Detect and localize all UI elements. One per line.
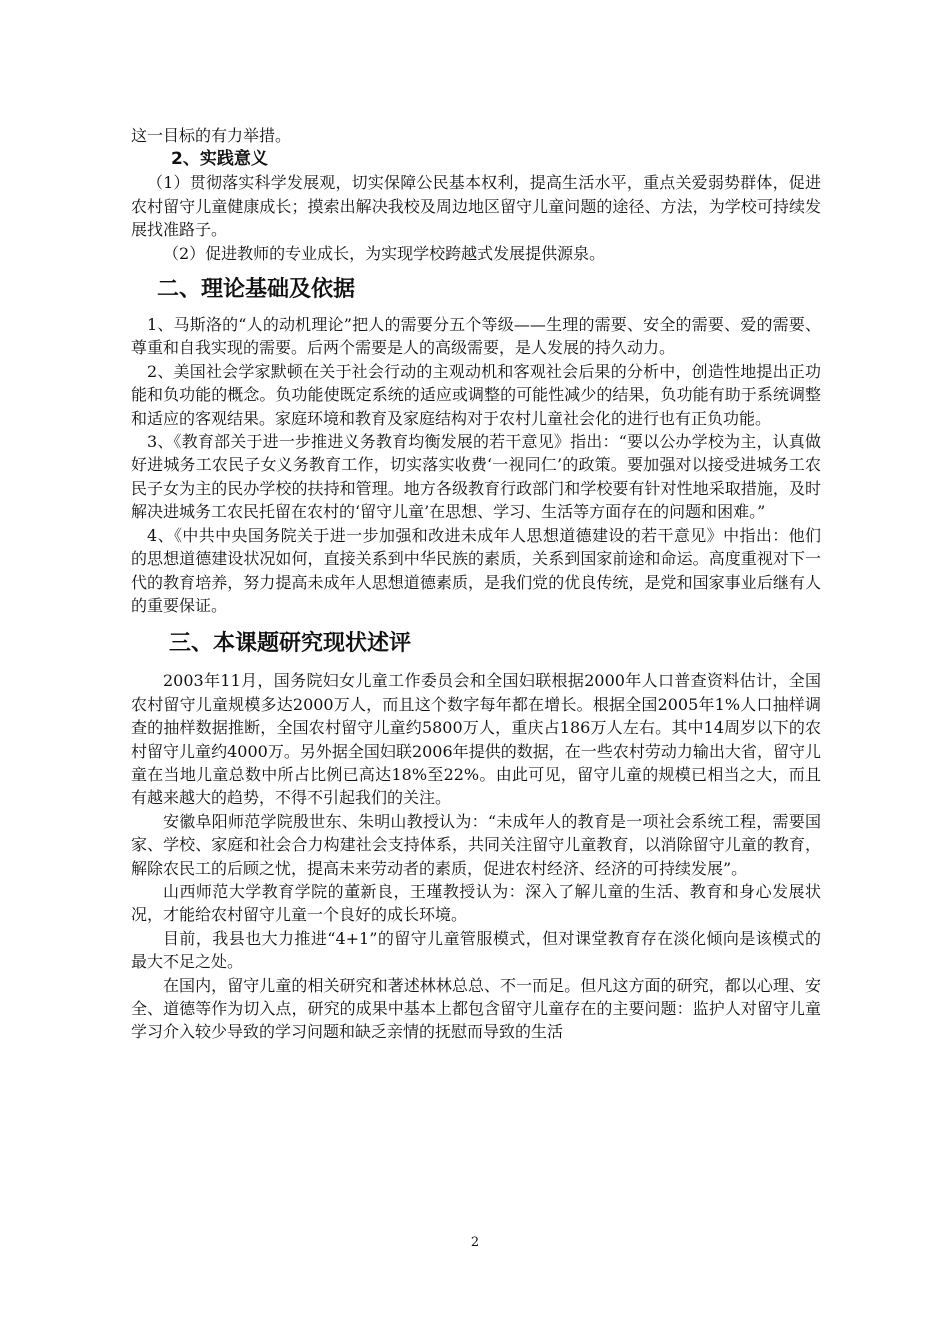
page-body — [131, 124, 821, 1044]
page-number: 2 — [470, 1235, 480, 1250]
theory-item-3: 3、《教育部关于进一步推进义务教育均衡发展的若干意见》指出：“要以公办学校为主，认真做好进城务工农民子女义务教育工作，切实落实收费‘一视同仁’的政策。要加强对以接受进城务工农民子女为主的民办学校的扶持和管理。地方各级教育行政部门和学校要有针对性地采取措施，及时解决进城务工农民托留在农村的‘留守儿童’在思想、学习、生活等方面存在的问题和困难。” — [131, 432, 821, 522]
theory-heading: 二、理论基础及依据 — [157, 277, 356, 303]
status-paragraph-4: 目前，我县也大力推进“4+1”的留守儿童管服模式，但对课堂教育存在淡化倾向是该模式的最大不足之处。 — [131, 928, 821, 972]
status-paragraph-5: 在国内，留守儿童的相关研究和著述林林总总、不一而足。但凡这方面的研究，都以心理、安全、道德等作为切入点，研究的成果中基本上都包含留守儿童存在的主要问题：监护人对留守儿童学习介入较少导致的学习问题和缺乏亲情的抚慰而导致的生活 — [131, 975, 821, 1042]
practice-paragraph-1: （1）贯彻落实科学发展观，切实保障公民基本权利，提高生活水平，重点关爱弱势群体，促进农村留守儿童健康成长；摸索出解决我校及周边地区留守儿童问题的途径、方法，为学校可持续发展找准路子。 — [131, 173, 821, 240]
status-paragraph-2: 安徽阜阳师范学院殷世东、朱明山教授认为：“未成年人的教育是一项社会系统工程，需要国家、学校、家庭和社会合力构建社会支持体系，共同关注留守儿童教育，以消除留守儿童的教育，解除农民工的后顾之忧，提高未来劳动者的素质，促进农村经济、经济的可持续发展”。 — [131, 811, 821, 878]
practice-paragraph-2: （2）促进教师的专业成长，为实现学校跨越式发展提供源泉。 — [163, 243, 606, 263]
status-paragraph-3: 山西师范大学教育学院的董新良，王瑾教授认为：深入了解儿童的生活、教育和身心发展状况，才能给农村留守儿童一个良好的成长环境。 — [131, 881, 821, 925]
status-paragraph-1: 2003年11月，国务院妇女儿童工作委员会和全国妇联根据2000年人口普查资料估计，全国农村留守儿童规模多达2000万人，而且这个数字每年都在增长。根据全国2005年1%人口抽样调查的抽样数据推断，全国农村留守儿童约5800万人，重庆占186万人左右。其中14周岁以下的农村留守儿童约4000万。另外据全国妇联2006年提供的数据，在一些农村劳动力输出大省，留守儿童在当地儿童总数中所占比例已高达18%至22%。由此可见，留守儿童的规模已相当之大，而且有越来越大的趋势，不得不引起我们的关注。 — [131, 671, 821, 808]
theory-item-4: 4、《中共中央国务院关于进一步加强和改进未成年人思想道德建设的若干意见》中指出：他们的思想道德建设状况如何，直接关系到中华民族的素质，关系到国家前途和命运。高度重视对下一代的教育培养，努力提高未成年人思想道德素质，是我们党的优良传统，是党和国家事业后继有人的重要保证。 — [131, 525, 821, 615]
theory-item-2: 2、美国社会学家默顿在关于社会行动的主观动机和客观社会后果的分析中，创造性地提出正功能和负功能的概念。负功能使既定系统的适应或调整的可能性减少的结果，负功能有助于系统调整和适应的客观结果。家庭环境和教育及家庭结构对于农村儿童社会化的进行也有正负功能。 — [131, 361, 821, 428]
intro-line: 这一目标的有力举措。 — [131, 126, 292, 145]
status-heading: 三、本课题研究现状述评 — [169, 631, 412, 657]
theory-item-1: 1、马斯洛的“人的动机理论”把人的需要分五个等级——生理的需要、安全的需要、爱的需要、尊重和自我实现的需要。后两个需要是人的高级需要，是人发展的持久动力。 — [131, 315, 821, 358]
practice-heading: 2、实践意义 — [171, 149, 268, 170]
